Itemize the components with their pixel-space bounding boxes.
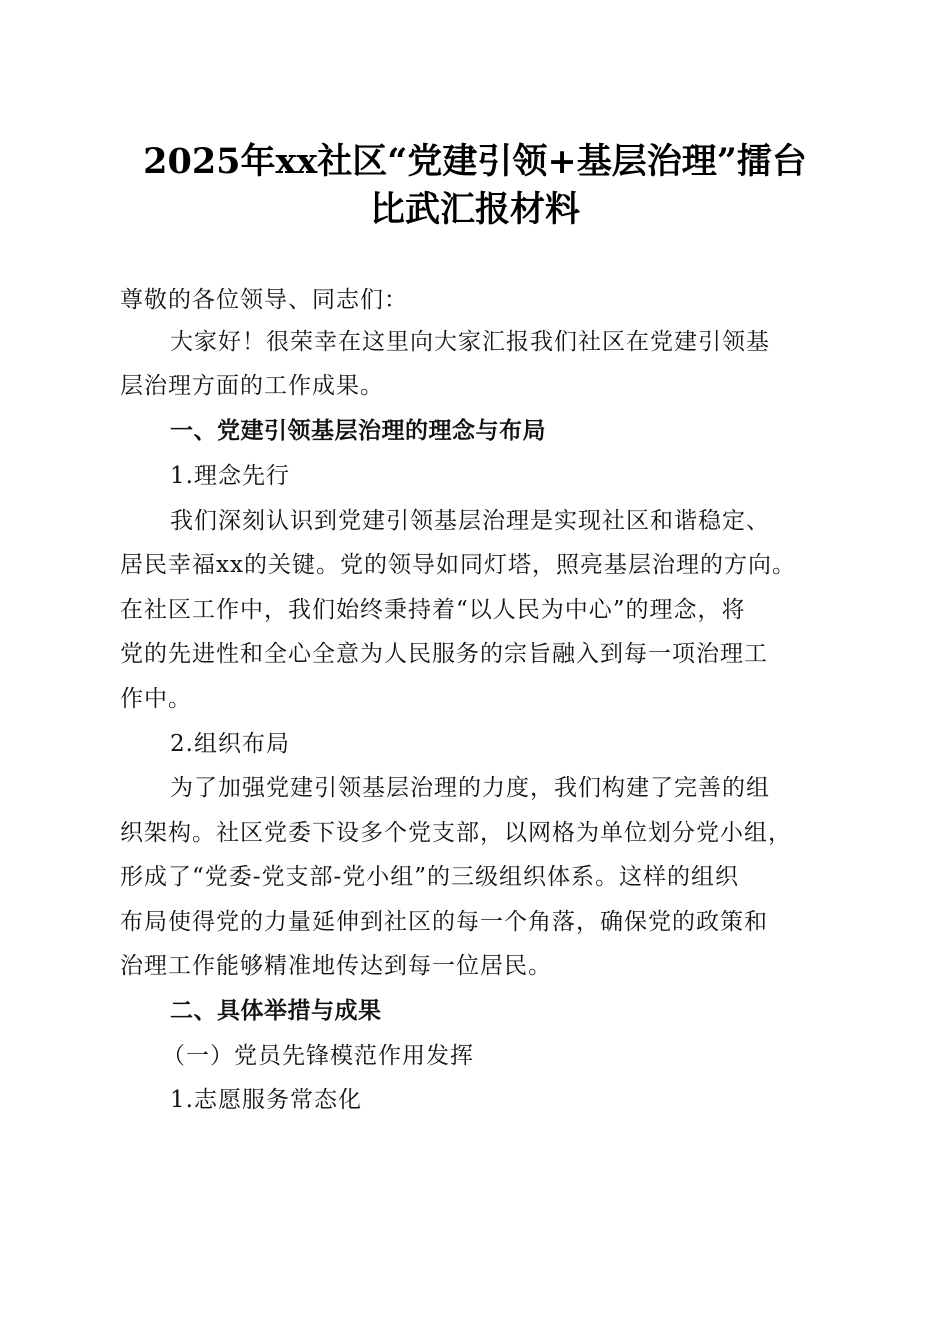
paragraph-line: 在社区工作中，我们始终秉持着“以人民为中心”的理念，将: [120, 597, 746, 623]
paragraph-line: 治理工作能够精准地传达到每一位居民。: [120, 953, 552, 979]
paragraph-line: 织架构。社区党委下设多个党支部，以网格为单位划分党小组，: [120, 820, 792, 846]
salutation: 尊敬的各位领导、同志们：: [120, 287, 408, 313]
intro-line: 大家好！很荣幸在这里向大家汇报我们社区在党建引领基: [170, 329, 770, 355]
paragraph-line: 我们深刻认识到党建引领基层治理是实现社区和谐稳定、: [170, 508, 770, 534]
paragraph-line: 形成了“党委-党支部-党小组”的三级组织体系。这样的组织: [120, 864, 740, 890]
paragraph-line: 作中。: [120, 686, 192, 712]
intro-line: 层治理方面的工作成果。: [120, 373, 384, 399]
subheading-concept-first: 1.理念先行: [170, 463, 290, 489]
section-2-heading: 二、具体举措与成果: [170, 998, 382, 1024]
document-title-line-2: 比武汇报材料: [369, 189, 580, 230]
subsection-heading-party-members: （一）党员先锋模范作用发挥: [162, 1043, 474, 1069]
paragraph-line: 为了加强党建引领基层治理的力度，我们构建了完善的组: [170, 775, 770, 801]
section-1-heading: 一、党建引领基层治理的理念与布局: [170, 418, 546, 444]
document-title-line-1: 2025年xx社区“党建引领+基层治理”擂台: [143, 141, 807, 182]
subheading-volunteer-service: 1.志愿服务常态化: [170, 1087, 362, 1113]
paragraph-line: 布局使得党的力量延伸到社区的每一个角落，确保党的政策和: [120, 909, 768, 935]
subheading-organization-layout: 2.组织布局: [170, 731, 290, 757]
paragraph-line: 党的先进性和全心全意为人民服务的宗旨融入到每一项治理工: [120, 641, 768, 667]
paragraph-line: 居民幸福xx的关键。党的领导如同灯塔，照亮基层治理的方向。: [120, 552, 796, 578]
